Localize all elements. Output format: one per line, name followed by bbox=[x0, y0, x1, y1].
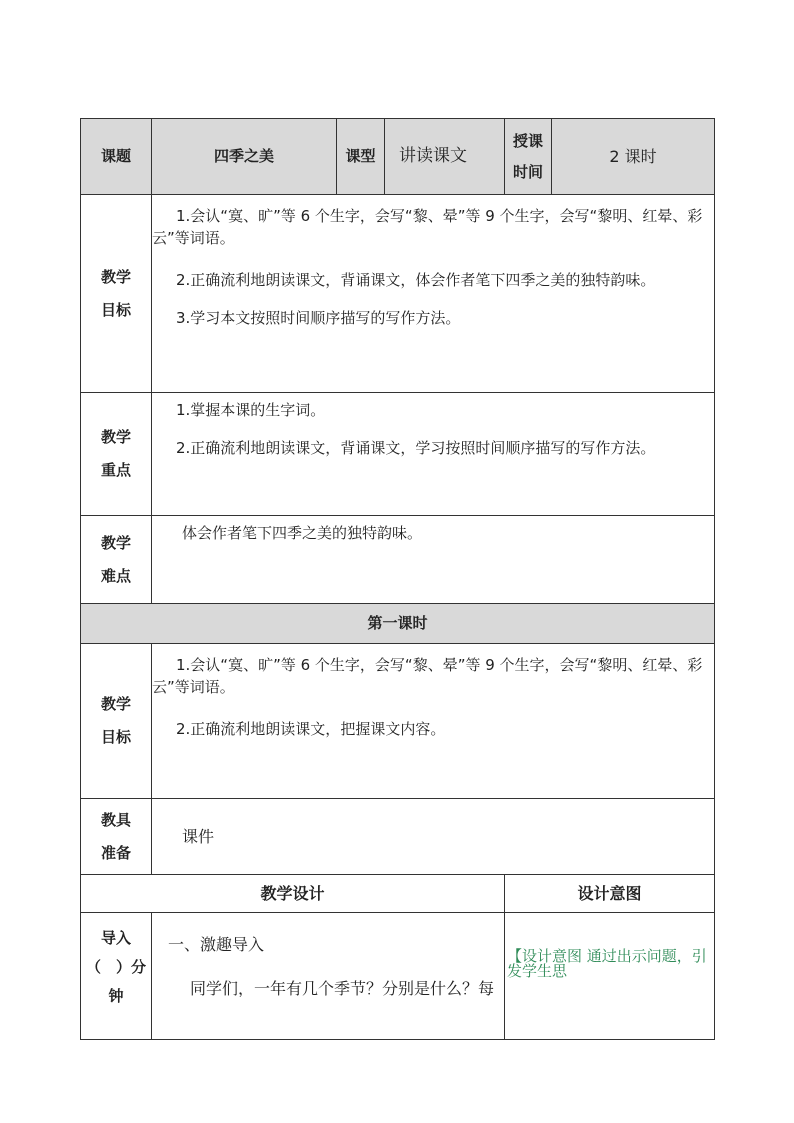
time-label-line-1: 授课 bbox=[512, 131, 543, 150]
lesson-plan-table bbox=[80, 118, 715, 1040]
lesson1-goals-row bbox=[81, 644, 715, 799]
tools-row bbox=[81, 799, 715, 875]
time-label bbox=[505, 119, 552, 195]
intro-label-line-1: 导入 bbox=[100, 929, 131, 947]
intro-title: 一、激趣导入 bbox=[168, 935, 265, 954]
difficulties-content bbox=[152, 516, 715, 604]
lesson1-title-row bbox=[81, 604, 715, 644]
difficulties-label-line-1: 教学 bbox=[100, 533, 131, 552]
intent-text: 【设计意图 通过出示问题，引发学生思 bbox=[505, 913, 715, 1040]
intro-content bbox=[152, 913, 505, 1040]
goal-item-2: 2.正确流利地朗读课文，背诵课文，体会作者笔下四季之美的独特韵味。 bbox=[176, 271, 656, 289]
lesson1-goal-item-2: 2.正确流利地朗读课文，把握课文内容。 bbox=[176, 720, 446, 738]
topic-label: 课题 bbox=[81, 119, 152, 195]
intro-label bbox=[81, 913, 152, 1040]
goal-item-3: 3.学习本文按照时间顺序描写的写作方法。 bbox=[176, 309, 461, 327]
design-header-row bbox=[81, 875, 715, 913]
difficulties-row bbox=[81, 516, 715, 604]
intro-label-line-3: 钟 bbox=[108, 987, 124, 1005]
lesson1-goals-label-line-1: 教学 bbox=[100, 695, 131, 713]
goals-label-line-2: 目标 bbox=[100, 300, 131, 319]
type-value: 讲读课文 bbox=[385, 119, 505, 195]
goals-label-line-1: 教学 bbox=[100, 267, 131, 286]
lesson1-goals-label-line-2: 目标 bbox=[100, 728, 131, 746]
goals-label bbox=[81, 195, 152, 393]
tools-label-line-2: 准备 bbox=[100, 843, 131, 862]
lesson1-goal-item-1: 1.会认“寞、旷”等 6 个生字，会写“黎、晕”等 9 个生字，会写“黎明、红晕、彩云”等词语。 bbox=[152, 656, 703, 696]
key-points-row bbox=[81, 393, 715, 516]
difficulties-label bbox=[81, 516, 152, 604]
lesson1-goals-content bbox=[152, 644, 715, 799]
key-points-label bbox=[81, 393, 152, 516]
tools-label-line-1: 教具 bbox=[100, 810, 131, 829]
intro-text: 同学们，一年有几个季节？分别是什么？每 bbox=[190, 979, 495, 997]
key-points-label-line-1: 教学 bbox=[100, 428, 131, 446]
time-label-line-2: 时间 bbox=[512, 162, 543, 181]
lesson1-title: 第一课时 bbox=[81, 604, 715, 644]
tools-label bbox=[81, 799, 152, 875]
difficulties-label-line-2: 难点 bbox=[100, 566, 131, 585]
goals-row bbox=[81, 195, 715, 393]
difficulties-text: 体会作者笔下四季之美的独特韵味。 bbox=[182, 524, 423, 542]
key-points-content bbox=[152, 393, 715, 516]
intro-label-line-2: （ ）分 bbox=[85, 958, 146, 976]
intent-header: 设计意图 bbox=[505, 875, 715, 913]
key-point-item-1: 1.掌握本课的生字词。 bbox=[176, 401, 326, 419]
key-point-item-2: 2.正确流利地朗读课文，背诵课文，学习按照时间顺序描写的写作方法。 bbox=[176, 439, 656, 457]
goal-item-1: 1.会认“寞、旷”等 6 个生字，会写“黎、晕”等 9 个生字，会写“黎明、红晕、彩云”等词语。 bbox=[152, 207, 703, 247]
header-row bbox=[81, 119, 715, 195]
design-header: 教学设计 bbox=[81, 875, 505, 913]
topic-value: 四季之美 bbox=[152, 119, 337, 195]
goals-content bbox=[152, 195, 715, 393]
key-points-label-line-2: 重点 bbox=[100, 461, 131, 479]
intro-row bbox=[81, 913, 715, 1040]
type-label: 课型 bbox=[337, 119, 385, 195]
lesson1-goals-label bbox=[81, 644, 152, 799]
time-value: 2 课时 bbox=[552, 119, 715, 195]
tools-value: 课件 bbox=[152, 799, 715, 875]
